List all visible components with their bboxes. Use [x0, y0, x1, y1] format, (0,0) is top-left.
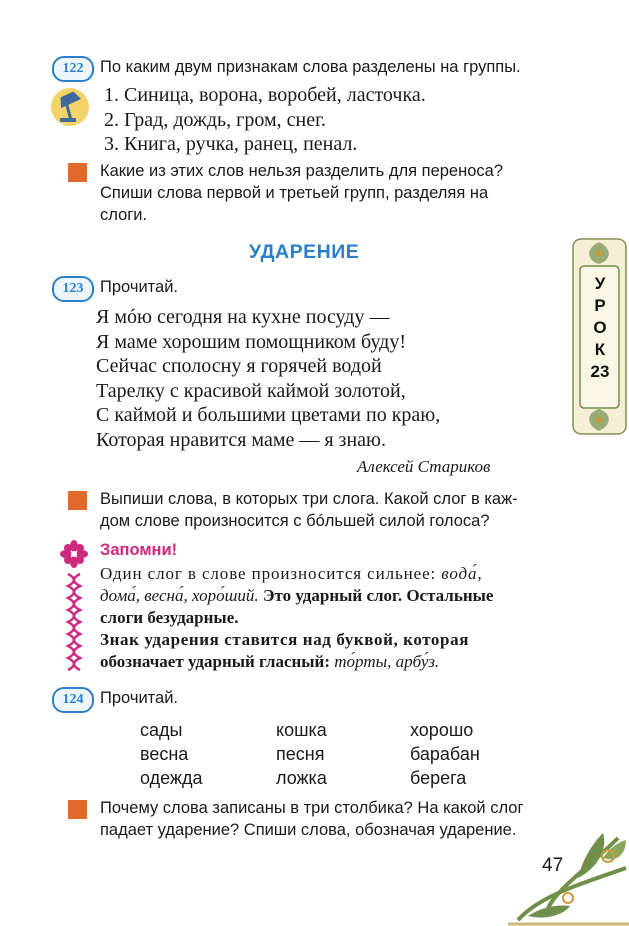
- task-extra: [100, 797, 523, 841]
- lesson-letter: О: [593, 318, 607, 337]
- word: ложка: [276, 768, 327, 788]
- task-instruction: Прочитай.: [100, 278, 179, 296]
- word-column: [410, 718, 480, 790]
- lesson-letter: Р: [594, 296, 606, 315]
- rule-line: [100, 651, 578, 673]
- task-number-badge: 123: [52, 276, 94, 302]
- word: хорошо: [410, 720, 474, 740]
- word: кошка: [276, 720, 327, 740]
- section-title: УДАРЕНИЕ: [249, 241, 360, 263]
- rule-text-part: Это ударный слог. Остальные: [258, 586, 494, 605]
- word: песня: [276, 744, 325, 764]
- corner-ornament-icon: [508, 828, 629, 926]
- word: весна: [140, 744, 189, 764]
- poem-line: Сейчас сполосну я горячей водой: [96, 355, 382, 377]
- text-line: падает ударение? Спиши слова, обозначая ударение.: [100, 821, 517, 839]
- text-line: Почему слова записаны в три столбика? На какой слог: [100, 799, 524, 817]
- task-question: По каким двум признакам слова разделены на группы.: [100, 58, 521, 76]
- word: барабан: [410, 744, 480, 764]
- task-extra: [100, 488, 518, 532]
- group-line: 3. Книга, ручка, ранец, пенал.: [104, 133, 358, 155]
- word: одежда: [140, 768, 203, 788]
- poem-line: Я маме хорошим помощником буду!: [96, 330, 407, 353]
- task-number-badge: 122: [52, 56, 94, 82]
- rule-text-part: слоги безударные.: [100, 608, 239, 627]
- lamp-icon: [50, 86, 90, 128]
- word: берега: [410, 768, 467, 788]
- rule-text-part: обозначает ударный гласный:: [100, 652, 335, 671]
- word: сады: [140, 720, 183, 740]
- lesson-tab-label: [583, 273, 617, 383]
- poem-author: Алексей Стариков: [357, 457, 491, 476]
- lesson-number: 23: [590, 362, 610, 381]
- rule-text: [100, 563, 578, 673]
- poem-line: Я мóю сегодня на кухне посуду —: [96, 306, 390, 328]
- rule-example: то́рты, арбу́з.: [334, 652, 440, 671]
- group-line: 2. Град, дождь, гром, снег.: [104, 108, 327, 131]
- task-instruction: Прочитай.: [100, 689, 179, 707]
- task-marker-icon: [68, 800, 87, 819]
- text-line: Спиши слова первой и третьей групп, разделяя на: [100, 184, 489, 202]
- rule-line: [100, 607, 578, 629]
- rule-text-part: Один слог в слове произносится сильнее:: [100, 564, 442, 583]
- lesson-letter: У: [594, 274, 606, 293]
- rule-example: дома́, весна́, хоро́ший.: [100, 586, 259, 605]
- poem-line: С каймой и большими цветами по краю,: [96, 404, 441, 426]
- group-line: 1. Синица, ворона, воробей, ласточка.: [104, 84, 426, 106]
- word-column: [276, 718, 327, 790]
- rule-line: [100, 563, 578, 585]
- text-line: Выпиши слова, в которых три слога. Какой слог в каж-: [100, 490, 518, 508]
- remember-title: Запомни!: [100, 541, 178, 559]
- word-groups: [104, 83, 426, 157]
- rule-text-part: Знак ударения ставится над буквой, которая: [100, 630, 469, 649]
- poem: [96, 305, 440, 452]
- task-marker-icon: [68, 163, 87, 182]
- page-number: 47: [542, 855, 564, 876]
- task-number-badge: 124: [52, 687, 94, 713]
- poem-line: Которая нравится маме — я знаю.: [96, 428, 386, 451]
- rule-example: вода́,: [441, 564, 483, 583]
- word-column: [140, 718, 202, 790]
- text-line: слоги.: [100, 206, 148, 224]
- rule-line: [100, 629, 578, 651]
- text-line: дом слове произносится с бóльшей силой голоса?: [100, 512, 490, 530]
- task-marker-icon: [68, 491, 87, 510]
- text-line: Какие из этих слов нельзя разделить для переноса?: [100, 162, 503, 180]
- flower-ornament-icon: [60, 540, 88, 672]
- task-extra: [100, 160, 503, 226]
- poem-line: Тарелку с красивой каймой золотой,: [96, 379, 406, 402]
- rule-line: [100, 585, 578, 607]
- lesson-letter: К: [594, 340, 606, 359]
